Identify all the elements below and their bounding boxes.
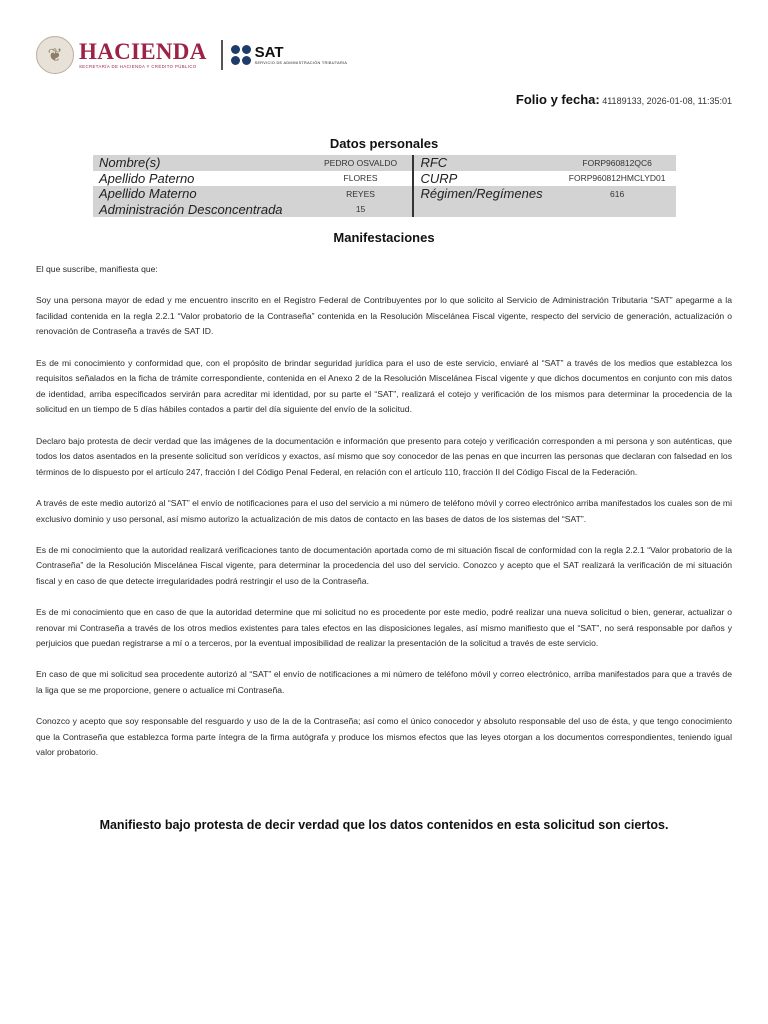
sat-logo — [255, 45, 348, 65]
mexican-eagle-seal-icon: ❦ — [36, 36, 74, 74]
sat-subtitle: SERVICIO DE ADMINISTRACIÓN TRIBUTARIA — [254, 61, 348, 65]
hacienda-subtitle: SECRETARÍA DE HACIENDA Y CRÉDITO PÚBLICO — [79, 64, 197, 69]
left-value: 15 — [355, 204, 366, 215]
right-value: FORP960812HMCLYD01 — [568, 173, 666, 184]
right-label: RFC — [420, 155, 448, 171]
paragraph: Es de mi conocimiento y conformidad que, con el propósito de brindar seguridad jurídica para el uso de este servicio, enviaré al “SAT” a través de los medios que establezca los requisitos señalados en la ficha de trámite correspondiente, contenida en el Anexo 2 de la Resolución Miscelánea Fiscal vigente y que dichos documentos en conjunto con mis datos de identidad, arriba especificados servirán para acreditar mi identidad, por su parte el “SAT”, realizará el cotejo y verificación de los mismos para determinar la procedencia de la solicitud en un tiempo de 5 días hábiles contados a partir del día siguiente del envío de la solicitud. — [36, 357, 732, 415]
hacienda-logo — [79, 40, 207, 70]
paragraph: Soy una persona mayor de edad y me encuentro inscrito en el Registro Federal de Contribuyentes por lo que solicito al Servicio de Administración Tributaria “SAT” apegarme a la facilidad contenida en la regla 2.2.1 “Valor probatorio de la Contraseña” contenida en la Resolución Miscelánea Fiscal vigente, respecto del servicio de generación, actualización o renovación de Contraseña a través de SAT ID. — [36, 295, 732, 337]
left-label: Nombre(s) — [99, 155, 161, 171]
table-row — [93, 202, 676, 218]
datos-personales-title: Datos personales — [329, 136, 439, 151]
manifestaciones-body — [36, 262, 732, 777]
right-label: CURP — [420, 170, 458, 186]
logo-divider — [221, 40, 223, 70]
paragraph: En caso de que mi solicitud sea procedente autorizó al “SAT” el envío de notificaciones a mi número de teléfono móvil y correo electrónico, arriba manifestados para que a través de la liga que se me proporcione, genere o actualice mi Contraseña. — [36, 669, 732, 696]
folio-label: Folio y fecha: — [515, 92, 600, 107]
paragraph: Es de mi conocimiento que en caso de que la autoridad determine que mi solicitud no es procedente por este medio, podré realizar una nueva solicitud o bien, generar, actualizar o renovar mi Contraseña a través de los otros medios existentes para tales efectos en las disposiciones legales, así mismo manifiesto que el “SAT”, no será responsable por daños y perjuicios que puedan registrarse a mí o a terceros, por la eventual imposibilidad de realizar la presentación de la solicitud a través de este servicio. — [36, 607, 732, 649]
right-label: Régimen/Regímenes — [420, 186, 543, 202]
right-value: 616 — [610, 188, 625, 199]
table-row — [93, 155, 676, 171]
closing-statement: Manifiesto bajo protesta de decir verdad que los datos contenidos en esta solicitud son ciertos. — [99, 818, 669, 832]
header-logos — [36, 36, 347, 74]
left-label: Apellido Paterno — [99, 170, 195, 186]
left-value: REYES — [346, 188, 375, 199]
paragraph: El que suscribe, manifiesta que: — [36, 264, 158, 274]
left-value: FLORES — [343, 173, 378, 184]
hacienda-name: HACIENDA — [79, 39, 207, 64]
sat-dots-icon — [231, 45, 251, 65]
folio-value: 41189133, 2026-01-08, 11:35:01 — [602, 96, 732, 106]
manifestaciones-title: Manifestaciones — [333, 230, 435, 245]
table-row — [93, 171, 676, 187]
right-value: FORP960812QC6 — [582, 157, 652, 168]
table-row — [93, 186, 676, 202]
paragraph: A través de este medio autorizó al “SAT” el envío de notificaciones para el uso del servicio a mi número de teléfono móvil y correo electrónico arriba manifestados los cuales son de mi exclusivo dominio y uso personal, así mismo autorizo la actualización de mis datos de contacto en las bases de datos de los sistemas del “SAT”. — [36, 497, 732, 524]
column-divider — [412, 202, 414, 218]
left-label: Apellido Materno — [99, 186, 197, 202]
folio-line — [516, 92, 732, 107]
personal-data-table — [93, 155, 676, 217]
left-label: Administración Desconcentrada — [99, 201, 283, 217]
paragraph: Declaro bajo protesta de decir verdad que las imágenes de la documentación e información que presento para cotejo y verificación corresponden a mi persona y son auténticas, que todos los datos asentados en la presente solicitud son verídicos y exactos, así mismo que soy conocedor de las penas en que incurren las personas que declaran con falsedad en los términos de lo dispuesto por el artículo 247, fracción I del Código Penal Federal, en relación con el artículo 110, fracción II del Código Fiscal de la Federación. — [36, 435, 732, 477]
paragraph: Es de mi conocimiento que la autoridad realizará verificaciones tanto de documentación aportada como de mi situación fiscal de conformidad con la regla 2.2.1 “Valor probatorio de la Contraseña” de la Resolución Miscelánea Fiscal vigente, para determinar la procedencia del uso del servicio. Conozco y acepto que el SAT realizará la verificación de mi situación fiscal y en caso de que detecte irregularidades podrá restringir el uso de la Contraseña. — [36, 544, 732, 586]
sat-name: SAT — [254, 44, 284, 61]
paragraph: Conozco y acepto que soy responsable del resguardo y uso de la de la Contraseña; así como el único conocedor y absoluto responsable del uso de ésta, y que tengo conocimiento que la Contraseña que establezca forma parte íntegra de la firma autógrafa y produce los mismos efectos que las leyes otorgan a los documentos correspondientes, teniendo igual valor probatorio. — [36, 716, 732, 758]
left-value: PEDRO OSVALDO — [324, 157, 398, 168]
